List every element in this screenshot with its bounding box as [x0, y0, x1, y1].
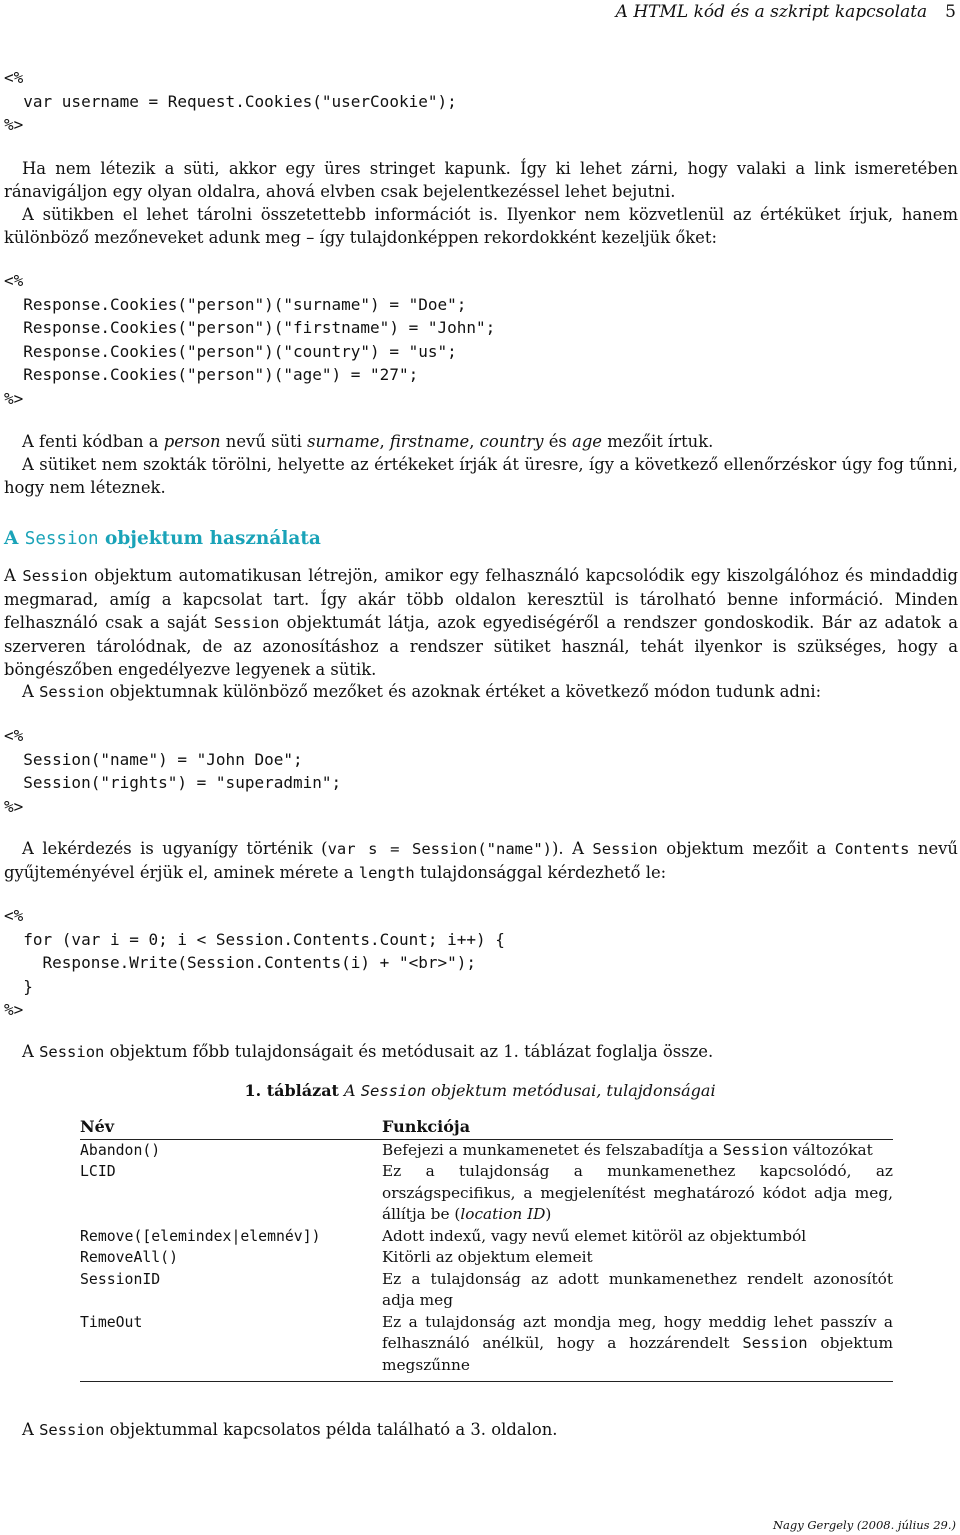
paragraph-fields-explained: A fenti kódban a person nevű süti surname, firstname, country és age mezőit írtuk. — [22, 432, 714, 451]
paragraph-session-query: A lekérdezés is ugyanígy történik (var s = Session("name")). A Session objektum mezőit a Contents nevű gyűjteményével érjük el, aminek mérete a length tulajdonsággal kérdezhető le: — [4, 839, 958, 882]
paragraph-complex-cookies: A sütikben el lehet tárolni összetettebb információt is. Ilyenkor nem közvetlenül az értéküket írjuk, hanem különböző mezőneveket adunk meg – így tulajdonképpen rekordokként kezeljük őket: — [4, 205, 958, 247]
cell-description: Ez a tulajdonság a munkamenethez kapcsolódó, az országspecifikus, a megjelenítést meghatározó kódot adja meg, állítja be (location ID) — [382, 1162, 893, 1223]
code-open-tag: <% — [4, 726, 24, 745]
code-close-tag: %> — [4, 388, 24, 408]
paragraph-session-intro: A Session objektum automatikusan létrejön, amikor egy felhasználó kapcsolódik egy kiszolgálóhoz és mindaddig megmarad, amíg a kapcsolat tart. Így akár több oldalon keresztül is tárolható benne információ. Minden felhasználó csak a saját Session objektumát látja, azok egyediségéről a rendszer gondoskodik. Bár az adatok a szerveren tárolódnak, de az azonosításhoz a rendszer sütiket használ, tehát ilyenkor is szükséges, hogy a böngészőben engedélyezve legyenek a sütik. — [4, 566, 959, 679]
session-methods-table — [80, 1114, 893, 1382]
code-open-tag: <% — [4, 68, 24, 87]
paragraph-session-fields: A Session objektumnak különböző mezőket és azoknak értéket a következő módon tudunk adni: — [22, 682, 822, 701]
code-line: Response.Cookies("person")("country") = "us"; — [4, 341, 457, 361]
code-line: Response.Cookies("person")("age") = "27"; — [4, 365, 419, 384]
code-line: Session("rights") = "superadmin"; — [4, 773, 342, 792]
code-line: Response.Write(Session.Contents(i) + "<br>"); — [4, 953, 477, 972]
cell-description: Adott indexű, vagy nevű elemet kitöröl az objektumból — [382, 1226, 807, 1245]
code-line: Response.Cookies("person")("firstname") = "John"; — [4, 318, 496, 337]
section-heading: A Session objektum használata — [4, 528, 321, 549]
cell-name: TimeOut — [80, 1312, 382, 1382]
code-line: Session("name") = "John Doe"; — [4, 749, 303, 769]
paragraph-empty-cookie: Ha nem létezik a süti, akkor egy üres stringet kapunk. Így ki lehet zárni, hogy valaki a link ismeretében ránavigáljon egy olyan oldalra, ahová elvben csak bejelentkezéssel lehet bejutni. — [4, 159, 958, 201]
cell-description: Ez a tulajdonság azt mondja meg, hogy meddig lehet passzív a felhasználó anélkül, hogy a hozzárendelt Session objektum megszűnne — [382, 1312, 893, 1382]
code-block-cookie-fields — [4, 269, 495, 410]
cell-description: Befejezi a munkamenetet és felszabadítja a Session változókat — [382, 1140, 873, 1159]
cell-name: SessionID — [80, 1270, 161, 1288]
cell-name: Abandon() — [80, 1141, 161, 1159]
column-header-name: Név — [80, 1114, 382, 1139]
code-block-session-assign — [4, 724, 341, 818]
code-line: } — [4, 976, 33, 996]
cell-description: Kitörli az objektum elemeit — [382, 1248, 593, 1266]
table-row — [80, 1312, 893, 1382]
paragraph-example-ref: A Session objektummal kapcsolatos példa található a 3. oldalon. — [22, 1420, 558, 1439]
column-header-function: Funkciója — [382, 1114, 893, 1139]
code-line: var username = Request.Cookies("userCookie"); — [4, 91, 457, 111]
paragraph-table-ref: A Session objektum főbb tulajdonságait és metódusait az 1. táblázat foglalja össze. — [22, 1042, 714, 1061]
cell-description: Ez a tulajdonság az adott munkamenethez rendelt azonosítót adja meg — [382, 1269, 893, 1309]
cell-name: Remove([elemindex|elemnév]) — [80, 1227, 321, 1245]
code-close-tag: %> — [4, 115, 24, 134]
code-open-tag: <% — [4, 271, 24, 290]
table-row — [80, 1139, 893, 1161]
running-title: A HTML kód és a szkript kapcsolata — [615, 2, 928, 22]
code-line: for (var i = 0; i < Session.Contents.Count; i++) { — [4, 929, 505, 949]
code-close-tag: %> — [4, 796, 24, 816]
page-number: 5 — [945, 2, 956, 22]
table-row — [80, 1247, 893, 1269]
table-header-row — [80, 1114, 893, 1139]
table-row — [80, 1269, 893, 1312]
cell-name: RemoveAll() — [80, 1249, 178, 1266]
code-block-session-loop — [4, 904, 505, 1022]
code-close-tag: %> — [4, 1000, 24, 1019]
paragraph-cookie-deletion: A sütiket nem szokták törölni, helyette az értékeket írják át üresre, így a következő ellenőrzéskor úgy fog tűnni, hogy nem léteznek. — [4, 455, 958, 497]
code-line: Response.Cookies("person")("surname") = "Doe"; — [4, 294, 467, 314]
running-header — [616, 2, 956, 22]
table-row — [80, 1226, 893, 1248]
table-row — [80, 1161, 893, 1226]
code-block-cookie-read — [4, 66, 457, 137]
cell-name: LCID — [80, 1163, 116, 1180]
code-open-tag: <% — [4, 906, 24, 925]
table-caption: 1. táblázat A Session objektum metódusai, tulajdonságai — [244, 1081, 716, 1100]
page-footer: Nagy Gergely (2008. július 29.) — [772, 1518, 956, 1532]
